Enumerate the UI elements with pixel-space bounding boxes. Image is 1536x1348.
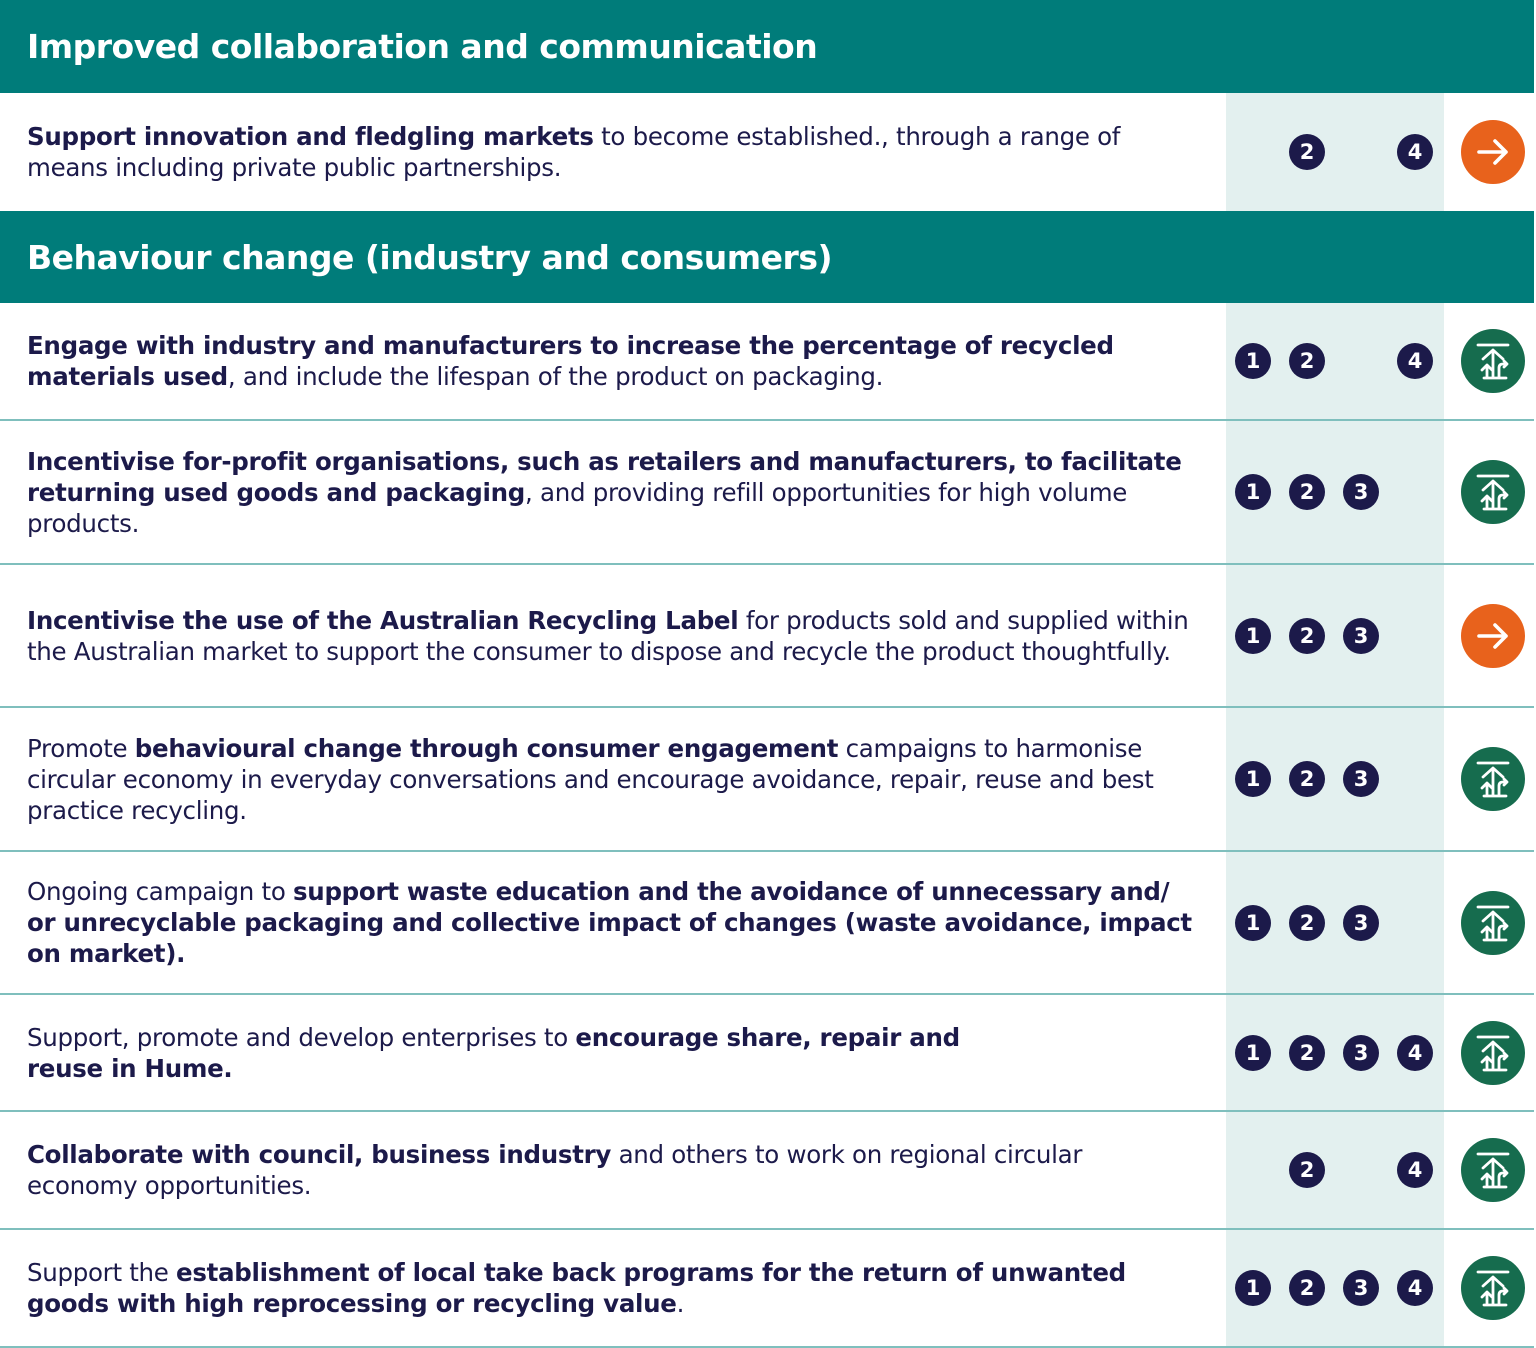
body-text: Support, promote and develop enterprises to [27, 1022, 576, 1052]
table-row [0, 1112, 1534, 1230]
row-description [27, 995, 1197, 1110]
emphasis-text: Incentivise the use of the Australian Recycling Label [27, 605, 739, 635]
body-text: . [676, 1289, 685, 1318]
priority-numbers [1226, 708, 1444, 850]
emphasis-text: Incentivise for-profit organisations, such as retailers and manufacturers, to facilitate returning used goods and packaging [27, 446, 1182, 507]
body-text: to become established., through a range of means including private public partnerships. [27, 122, 1121, 182]
number-badge-4: 4 [1397, 343, 1433, 379]
table-row [0, 708, 1534, 852]
row-description [27, 303, 1197, 419]
priority-numbers [1226, 1112, 1444, 1228]
emphasis-text: behavioural change through consumer engagement [134, 733, 839, 763]
number-badge-1: 1 [1235, 343, 1271, 379]
emphasis-text: establishment of local take back programs for the return of unwanted goods with high reprocessing or recycling value [27, 1258, 1126, 1318]
number-badge-2: 2 [1289, 474, 1325, 510]
number-badge-3: 3 [1343, 1270, 1379, 1306]
row-description [27, 1112, 1197, 1228]
row-description [27, 421, 1197, 563]
row-description [27, 93, 1197, 211]
number-badge-1: 1 [1235, 1270, 1271, 1306]
body-text: Ongoing campaign to [27, 877, 294, 906]
growth-icon [1461, 891, 1525, 955]
number-badge-3: 3 [1343, 1035, 1379, 1071]
number-badge-3: 3 [1343, 761, 1379, 797]
priority-numbers [1226, 995, 1444, 1110]
number-badge-1: 1 [1235, 1035, 1271, 1071]
number-badge-3: 3 [1343, 905, 1379, 941]
growth-icon [1461, 1256, 1525, 1320]
number-badge-2: 2 [1289, 1152, 1325, 1188]
emphasis-text: encourage share, repair and reuse in Hume. [27, 1022, 960, 1083]
table-row [0, 93, 1534, 211]
emphasis-text: Engage with industry and manufacturers to increase the percentage of recycled materials used [27, 331, 1114, 391]
priority-numbers [1226, 421, 1444, 563]
row-description [27, 565, 1197, 706]
growth-icon [1461, 1138, 1525, 1202]
body-text: Support the [27, 1258, 177, 1287]
growth-icon [1461, 747, 1525, 811]
number-badge-2: 2 [1289, 134, 1325, 170]
row-description [27, 708, 1197, 850]
number-badge-4: 4 [1397, 1035, 1433, 1071]
priority-numbers [1226, 303, 1444, 419]
number-badge-1: 1 [1235, 905, 1271, 941]
number-badge-2: 2 [1289, 761, 1325, 797]
arrow-right-icon [1461, 120, 1525, 184]
body-text: for products sold and supplied within the Australian market to support the consumer to dispose and recycle the product thoughtfully. [27, 605, 1189, 666]
priority-numbers [1226, 1230, 1444, 1346]
priority-numbers [1226, 93, 1444, 211]
arrow-right-icon [1461, 604, 1525, 668]
number-badge-3: 3 [1343, 618, 1379, 654]
body-text: and others to work on regional circular economy opportunities. [27, 1140, 1083, 1200]
table-row [0, 421, 1534, 565]
table-row [0, 1230, 1534, 1348]
emphasis-text: support waste education and the avoidance of unnecessary and/ or unrecyclable packaging and collective impact of changes (waste avoidance, impact on market). [27, 877, 1192, 968]
growth-icon [1461, 460, 1525, 524]
number-badge-2: 2 [1289, 1270, 1325, 1306]
number-badge-2: 2 [1289, 1035, 1325, 1071]
section-header-behaviour-change: Behaviour change (industry and consumers) [0, 211, 1534, 303]
section-header-collaboration: Improved collaboration and communication [0, 0, 1534, 93]
number-badge-3: 3 [1343, 474, 1379, 510]
body-text: campaigns to harmonise circular economy in everyday conversations and encourage avoidance, repair, reuse and best practice recycling. [27, 733, 1154, 825]
number-badge-2: 2 [1289, 618, 1325, 654]
number-badge-1: 1 [1235, 618, 1271, 654]
body-text: , and providing refill opportunities for high volume products. [27, 477, 1128, 538]
emphasis-text: Support innovation and fledgling markets [27, 122, 594, 151]
number-badge-1: 1 [1235, 474, 1271, 510]
row-description [27, 852, 1197, 993]
number-badge-2: 2 [1289, 343, 1325, 379]
number-badge-4: 4 [1397, 1270, 1433, 1306]
emphasis-text: Collaborate with council, business industry [27, 1140, 612, 1169]
number-badge-4: 4 [1397, 1152, 1433, 1188]
row-description [27, 1230, 1197, 1346]
number-badge-4: 4 [1397, 134, 1433, 170]
body-text: Promote [27, 733, 135, 763]
body-text: , and include the lifespan of the product on packaging. [227, 362, 884, 391]
number-badge-1: 1 [1235, 761, 1271, 797]
growth-icon [1461, 329, 1525, 393]
table-row [0, 303, 1534, 421]
table-row [0, 995, 1534, 1112]
priority-numbers [1226, 852, 1444, 993]
table-row [0, 852, 1534, 995]
priority-numbers [1226, 565, 1444, 706]
number-badge-2: 2 [1289, 905, 1325, 941]
table-row [0, 565, 1534, 708]
growth-icon [1461, 1021, 1525, 1085]
